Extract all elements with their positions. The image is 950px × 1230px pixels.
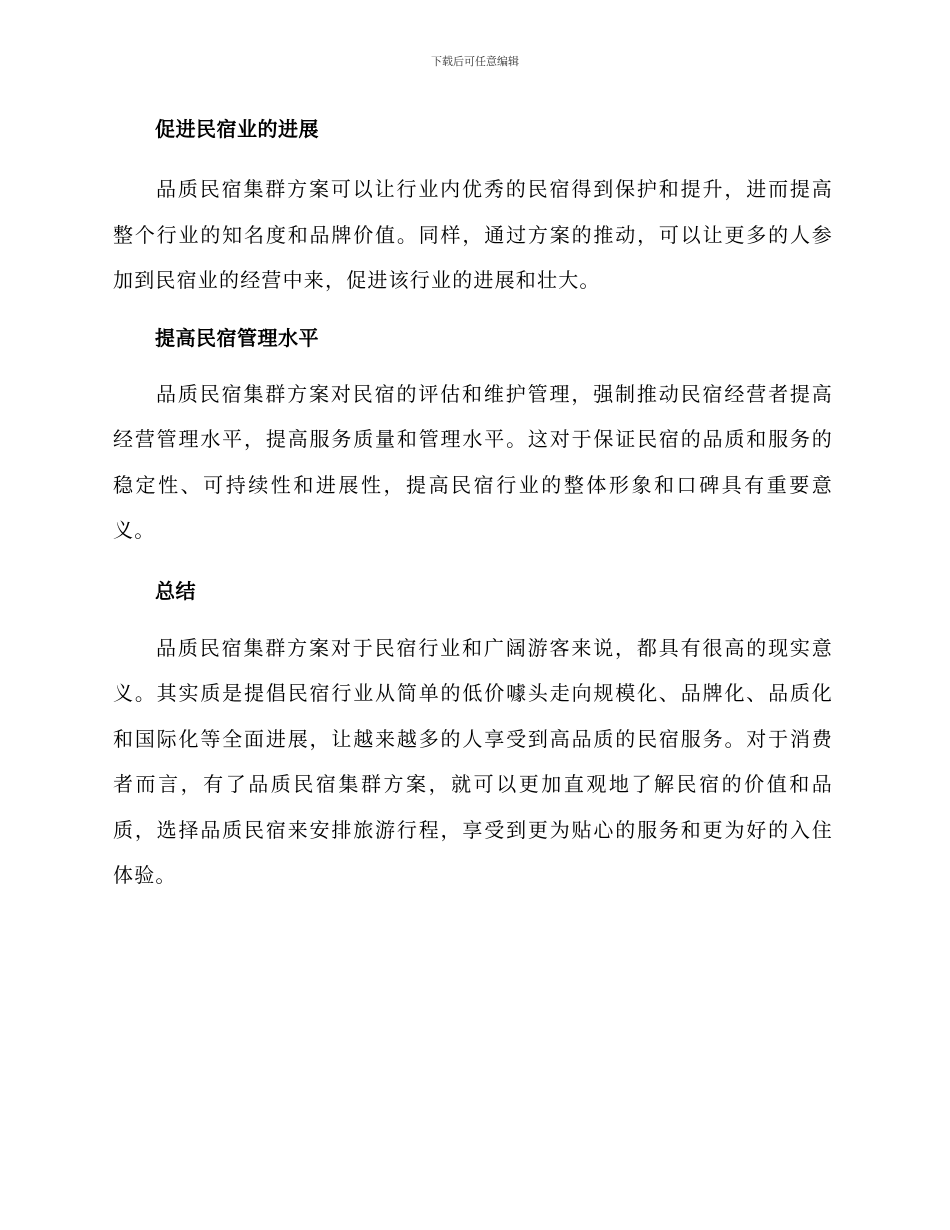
section-paragraph-improve-management: 品质民宿集群方案对民宿的评估和维护管理，强制推动民宿经营者提高经营管理水平，提高服务质量和管理水平。这对于保证民宿的品质和服务的稳定性、可持续性和进展性，提高民宿行业的整体形象和口碑具有重要意义。 <box>113 381 833 542</box>
section-heading-promote-development: 促进民宿业的进展 <box>155 117 319 141</box>
document-body <box>113 112 833 899</box>
section-heading-summary: 总结 <box>155 578 196 603</box>
section-paragraph-promote-development: 品质民宿集群方案可以让行业内优秀的民宿得到保护和提升，进而提高整个行业的知名度和品牌价值。同样，通过方案的推动，可以让更多的人参加到民宿业的经营中来，促进该行业的进展和壮大。 <box>113 177 833 292</box>
page-header: 下载后可任意编辑 <box>431 55 519 68</box>
section-heading-improve-management: 提高民宿管理水平 <box>155 325 319 350</box>
section-paragraph-summary: 品质民宿集群方案对于民宿行业和广阔游客来说，都具有很高的现实意义。其实质是提倡民宿行业从简单的低价噱头走向规模化、品牌化、品质化和国际化等全面进展，让越来越多的人享受到高品质的民宿服务。对于消费者而言，有了品质民宿集群方案，就可以更加直观地了解民宿的价值和品质，选择品质民宿来安排旅游行程，享受到更为贴心的服务和更为好的入住体验。 <box>113 635 833 887</box>
